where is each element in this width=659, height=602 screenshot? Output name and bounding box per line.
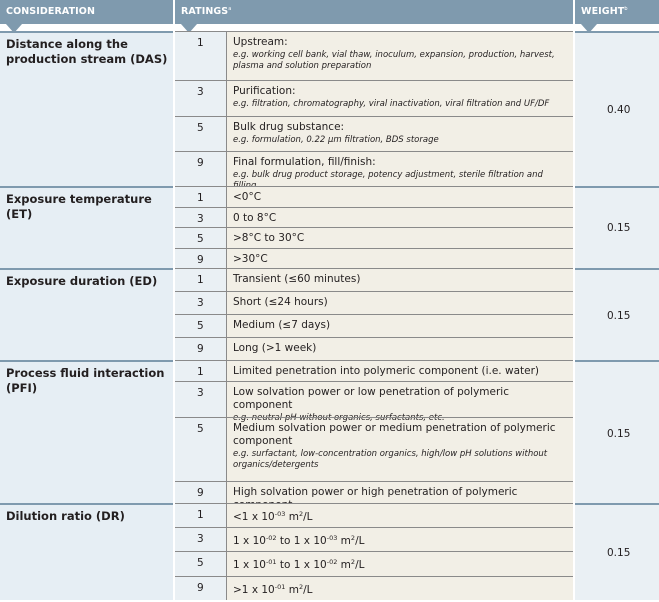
rating-value: 3 <box>197 387 204 399</box>
rating-value: 9 <box>197 582 204 594</box>
consideration-title: Distance along the production stream (DAS) <box>6 37 168 66</box>
rating-row <box>175 186 573 207</box>
rating-row <box>175 207 573 227</box>
consideration-ed <box>0 268 173 360</box>
rating-value: 3 <box>197 213 204 225</box>
rating-row <box>175 381 573 423</box>
weight-value: 0.40 <box>607 104 631 116</box>
rating-row: 1 <1 x $10^{-03}$ $m^2/L$ <box>175 503 573 527</box>
rating-value: 5 <box>197 557 204 569</box>
rating-value: 3 <box>197 86 204 98</box>
rating-value: 5 <box>197 423 204 435</box>
rating-label: Short (≤24 hours) <box>233 296 328 308</box>
rating-label: Purification: <box>233 85 296 97</box>
rating-example: e.g. formulation, 0.22 µm filtration, BDS storage <box>233 135 439 145</box>
rating-example: e.g. neutral pH without organics, surfactants, etc. <box>233 413 445 423</box>
consideration-das <box>0 31 173 186</box>
rating-value: 1 <box>197 366 204 378</box>
rating-row <box>175 337 573 360</box>
rating-row <box>175 291 573 314</box>
rating-value: 9 <box>197 254 204 266</box>
header-ratings-label: RATINGS$^a$ <box>181 6 232 17</box>
rating-value: 3 <box>197 297 204 309</box>
ratings-dr <box>175 503 573 600</box>
ratings-pfi <box>175 360 573 503</box>
rating-row <box>175 248 573 268</box>
rating-value: 5 <box>197 233 204 245</box>
ratings-das <box>175 31 573 186</box>
weight-value: 0.15 <box>607 310 631 322</box>
rating-label: Long (>1 week) <box>233 342 317 354</box>
weight-et <box>575 186 659 268</box>
rating-label: Low solvation power or low penetration of polymeric component <box>233 386 509 411</box>
rating-row <box>175 151 573 186</box>
consideration-et <box>0 186 173 268</box>
rating-value: 1 <box>197 274 204 286</box>
rating-example: e.g. bulk drug product storage, potency adjustment, sterile filtration and <box>233 170 543 180</box>
weight-dr <box>575 503 659 600</box>
rating-label: >30°C <box>233 253 268 265</box>
rating-label: Upstream: <box>233 36 288 48</box>
rating-label: 0 to 8°C <box>233 212 277 224</box>
rating-label: Limited penetration into polymeric component (i.e. water) <box>233 365 539 377</box>
rating-example: e.g. filtration, chromatography, viral inactivation, viral filtration and UF/DF <box>233 99 550 109</box>
column-divider <box>173 24 175 602</box>
column-divider <box>573 24 575 602</box>
rating-row <box>175 227 573 248</box>
rating-row <box>175 314 573 337</box>
header-weight <box>575 0 659 24</box>
rating-label: Medium solvation power or medium penetration of polymeric component <box>233 422 556 447</box>
rating-label: <0°C <box>233 191 262 203</box>
header-consideration-label: CONSIDERATION <box>6 6 96 17</box>
rating-value: 1 <box>197 192 204 204</box>
rating-row <box>175 360 573 381</box>
rating-row: 3 1 x $10^{-02}$ to 1 x $10^{-03}$ $m^2/L$ <box>175 527 573 551</box>
rating-label: Transient (≤60 minutes) <box>233 273 361 285</box>
rating-label: Final formulation, fill/finish: <box>233 156 376 168</box>
rating-row <box>175 481 573 503</box>
rating-row <box>175 80 573 116</box>
rating-row: 9 >1 x $10^{-01}$ $m^2/L$ <box>175 576 573 600</box>
rating-value: 3 <box>197 533 204 545</box>
consideration-title: Exposure duration (ED) <box>6 274 158 288</box>
weight-value: 0.15 <box>607 547 631 559</box>
rating-row <box>175 417 573 481</box>
weight-ed <box>575 268 659 360</box>
weight-value: 0.15 <box>607 222 631 234</box>
rating-label: High solvation power or high penetration of polymeric <box>233 486 518 498</box>
rating-row <box>175 268 573 291</box>
consideration-title: Dilution ratio (DR) <box>6 509 125 523</box>
rating-example: e.g. surfactant, low-concentration organics, high/low pH solutions without organics/detergents <box>233 449 548 470</box>
ratings-et <box>175 186 573 268</box>
rating-row <box>175 31 573 80</box>
rating-value: 5 <box>197 320 204 332</box>
rating-label: >8°C to 30°C <box>233 232 305 244</box>
weight-das <box>575 31 659 186</box>
rating-row <box>175 116 573 151</box>
weight-value: 0.15 <box>607 428 631 440</box>
rating-value: 5 <box>197 122 204 134</box>
rating-value: 1 <box>197 37 204 49</box>
rating-example: e.g. working cell bank, vial thaw, inoculum, expansion, production, harvest, plasma and solution preparation <box>233 50 555 71</box>
header-ratings <box>175 0 573 24</box>
rating-value: 9 <box>197 343 204 355</box>
consideration-dr <box>0 503 173 600</box>
rating-value: 1 <box>197 509 204 521</box>
rating-label: Medium (≤7 days) <box>233 319 331 331</box>
rating-label: Bulk drug substance: <box>233 121 345 133</box>
consideration-pfi <box>0 360 173 503</box>
consideration-title: Process fluid interaction (PFI) <box>6 366 165 395</box>
ratings-ed <box>175 268 573 360</box>
weight-pfi <box>575 360 659 503</box>
rating-row: 5 1 x $10^{-01}$ to 1 x $10^{-02}$ $m^2/L$ <box>175 551 573 576</box>
rating-value: 9 <box>197 487 204 499</box>
header-weight-label: WEIGHT$^b$ <box>581 6 628 17</box>
header-consideration <box>0 0 173 24</box>
consideration-title: Exposure temperature (ET) <box>6 192 152 221</box>
rating-value: 9 <box>197 157 204 169</box>
